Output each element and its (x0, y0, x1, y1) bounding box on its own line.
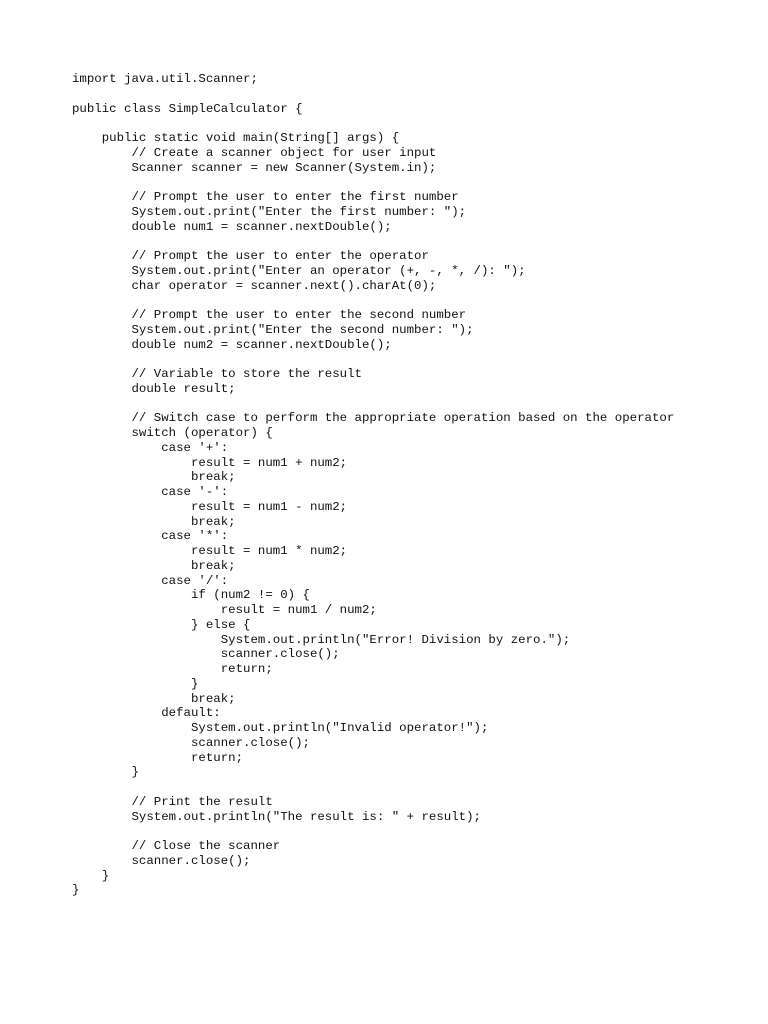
code-line (72, 397, 674, 412)
code-line: public class SimpleCalculator { (72, 101, 303, 116)
code-line: break; (72, 691, 236, 706)
code-line: System.out.print("Enter the first number: "); (72, 204, 467, 219)
code-line (72, 352, 674, 367)
code-line (72, 234, 674, 249)
code-line: case '*': (72, 529, 229, 544)
code-line: // Close the scanner (72, 839, 281, 853)
code-line: break; (72, 514, 236, 529)
code-line: System.out.print("Enter an operator (+, -, *, /): "); (72, 263, 526, 278)
code-line: System.out.print("Enter the second number: "); (72, 322, 474, 337)
code-line: result = num1 / num2; (72, 603, 377, 617)
code-line: } (72, 765, 139, 780)
code-line (72, 824, 674, 839)
code-line: } (72, 883, 80, 898)
code-line: scanner.close(); (72, 647, 340, 662)
code-line (72, 175, 674, 190)
code-line (72, 293, 674, 308)
code-line: // Create a scanner object for user input (72, 145, 437, 160)
code-line (72, 87, 674, 102)
code-line: case '+': (72, 440, 229, 455)
code-line: double num2 = scanner.nextDouble(); (72, 337, 392, 352)
code-line: result = num1 * num2; (72, 544, 348, 558)
code-line: // Prompt the user to enter the first number (72, 190, 459, 204)
code-line: // Variable to store the result (72, 367, 362, 381)
code-line: // Switch case to perform the appropriate operation based on the operator (72, 411, 675, 426)
code-line: } else { (72, 617, 251, 632)
code-line: double num1 = scanner.nextDouble(); (72, 219, 392, 234)
code-line: result = num1 + num2; (72, 455, 348, 470)
code-line: } (72, 868, 110, 883)
code-line: break; (72, 470, 236, 485)
code-line (72, 780, 674, 795)
code-line: switch (operator) { (72, 426, 273, 440)
code-line (72, 116, 674, 131)
code-line: scanner.close(); (72, 853, 251, 868)
code-line: if (num2 != 0) { (72, 588, 310, 603)
code-line: System.out.println("The result is: " + result); (72, 809, 481, 824)
code-listing (72, 72, 674, 898)
code-line: return; (72, 750, 244, 765)
code-line: case '-': (72, 485, 229, 499)
code-line: // Prompt the user to enter the operator (72, 249, 429, 263)
code-line: import java.util.Scanner; (72, 72, 258, 86)
code-line: return; (72, 662, 273, 676)
code-line: char operator = scanner.next().charAt(0); (72, 278, 437, 293)
code-line: double result; (72, 381, 236, 396)
code-line: // Prompt the user to enter the second number (72, 308, 467, 322)
code-line: System.out.println("Invalid operator!"); (72, 721, 489, 735)
code-line: // Print the result (72, 794, 273, 809)
code-line: scanner.close(); (72, 735, 310, 750)
code-line: public static void main(String[] args) { (72, 131, 400, 145)
code-line: } (72, 676, 199, 691)
code-line: break; (72, 558, 236, 573)
code-line: case '/': (72, 573, 229, 588)
code-line: default: (72, 706, 221, 721)
code-line: result = num1 - num2; (72, 499, 348, 514)
code-line: System.out.println("Error! Division by zero."); (72, 632, 571, 647)
code-line: Scanner scanner = new Scanner(System.in); (72, 160, 437, 175)
